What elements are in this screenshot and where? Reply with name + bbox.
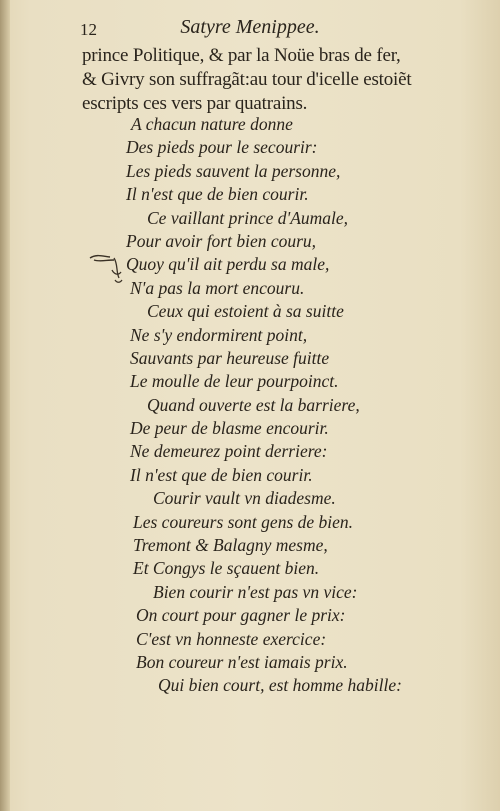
verse-line xyxy=(0,370,500,393)
verse-line xyxy=(0,487,500,510)
prose-line: & Givry son suffragãt:au tour d'icelle estoiẽt xyxy=(82,69,412,90)
verse-text: C'est vn honneste exercice: xyxy=(136,628,327,649)
verse-text: Il n'est que de bien courir. xyxy=(130,464,313,485)
verse-text: Pour avoir fort bien couru, xyxy=(126,230,317,251)
verse-text: Ceux qui estoient à sa suitte xyxy=(147,301,344,322)
verse-text: Sauvants par heureuse fuitte xyxy=(130,347,330,368)
verse-line xyxy=(0,324,500,347)
prose-line: prince Politique, & par la Noüe bras de fer, xyxy=(82,45,401,66)
verse-text: Quand ouverte est la barriere, xyxy=(147,394,360,415)
verse-line xyxy=(0,253,500,276)
verse-line xyxy=(0,300,500,323)
prose-line: escripts ces vers par quatrains. xyxy=(82,93,308,114)
verse-text: A chacun nature donne xyxy=(131,114,293,134)
verse-line xyxy=(0,207,500,230)
verse-text: Il n'est que de bien courir. xyxy=(126,184,309,205)
verse-line xyxy=(0,464,500,487)
verse-text: Le moulle de leur pourpoinct. xyxy=(130,371,339,392)
page-number: 12 xyxy=(80,20,97,39)
verse-line xyxy=(0,604,500,627)
verse-block xyxy=(0,113,500,698)
verse-text: Courir vault vn diadesme. xyxy=(153,488,336,509)
verse-line xyxy=(0,113,500,136)
verse-text: Qui bien court, est homme habille: xyxy=(158,675,402,696)
verse-line xyxy=(0,183,500,206)
verse-text: Ce vaillant prince d'Aumale, xyxy=(147,207,349,228)
verse-line xyxy=(0,347,500,370)
verse-text: Et Congys le sçauent bien. xyxy=(133,558,320,579)
verse-text: Ne s'y endormirent point, xyxy=(130,324,308,345)
manicule-mark-icon xyxy=(88,248,128,288)
verse-line xyxy=(0,440,500,463)
verse-line xyxy=(0,277,500,300)
verse-text: Les coureurs sont gens de bien. xyxy=(133,511,354,532)
verse-line xyxy=(0,581,500,604)
verse-line xyxy=(0,394,500,417)
verse-text: De peur de blasme encourir. xyxy=(130,418,329,439)
verse-text: Tremont & Balagny mesme, xyxy=(133,535,328,556)
verse-line xyxy=(0,136,500,159)
verse-line xyxy=(0,557,500,580)
verse-line xyxy=(0,534,500,557)
verse-line xyxy=(0,230,500,253)
verse-line xyxy=(0,651,500,674)
verse-line xyxy=(0,417,500,440)
verse-text: Bon coureur n'est iamais prix. xyxy=(136,651,348,672)
verse-text: Bien courir n'est pas vn vice: xyxy=(153,581,358,602)
prose-block xyxy=(82,44,472,116)
running-head: Satyre Menippee. xyxy=(180,16,320,38)
verse-text: Quoy qu'il ait perdu sa male, xyxy=(126,254,330,275)
verse-text: Les pieds sauvent la personne, xyxy=(126,160,341,181)
verse-line xyxy=(0,628,500,651)
verse-line xyxy=(0,160,500,183)
verse-text: N'a pas la mort encouru. xyxy=(130,277,305,298)
verse-text: Ne demeurez point derriere: xyxy=(130,441,328,462)
verse-text: On court pour gagner le prix: xyxy=(136,605,346,626)
verse-line xyxy=(0,511,500,534)
verse-text: Des pieds pour le secourir: xyxy=(126,137,318,158)
verse-line xyxy=(0,674,500,697)
